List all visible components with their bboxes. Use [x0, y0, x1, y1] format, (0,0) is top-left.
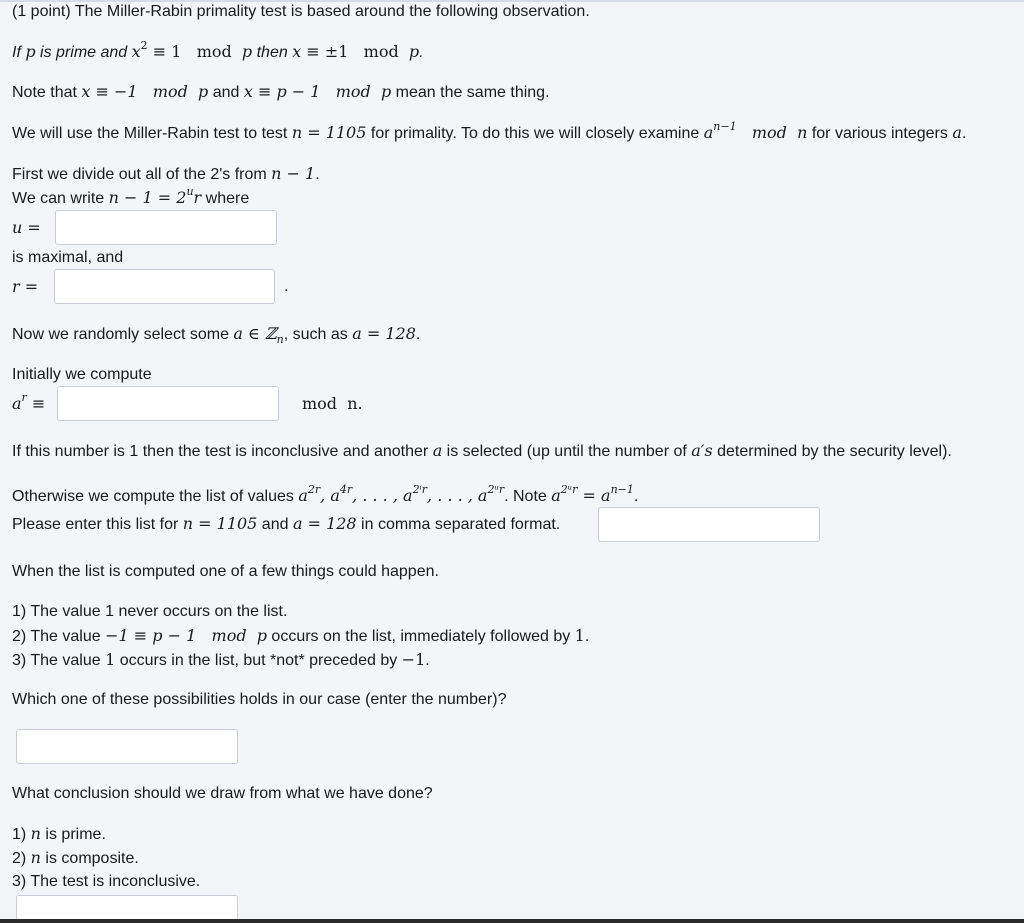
- ar-mod-label: mod n.: [302, 394, 363, 413]
- possibility-3: 3) The value 1 occurs in the list, but *not* preceded by −1.: [12, 650, 430, 669]
- conclusion-input[interactable]: [16, 895, 238, 921]
- conclusion-3: 3) The test is inconclusive.: [12, 873, 201, 890]
- test-description: We will use the Miller-Rabin test to test n = 1105 for primality. To do this we will closely examine $a^{n-1}$ mod n for various integers a.: [12, 119, 967, 142]
- possibility-2: 2) The value −1 ≡ p − 1 mod p occurs on the list, immediately followed by 1.: [12, 626, 590, 645]
- conclusion-question: What conclusion should we draw from what we have done?: [12, 785, 433, 802]
- u-label: u =: [12, 218, 41, 237]
- observation-statement: If p is prime and $x^2 \equiv 1$ mod p then x ≡ ±1 mod p.: [12, 38, 424, 61]
- note-line: Note that x ≡ −1 mod p and x ≡ p − 1 mod p mean the same thing.: [12, 82, 550, 101]
- divide-line: First we divide out all of the 2's from n − 1.: [12, 164, 320, 183]
- when-text: When the list is computed one of a few things could happen.: [12, 563, 439, 580]
- inconclusive-line: If this number is 1 then the test is inconclusive and another a is selected (up until the number of a′s determined by the security level).: [12, 441, 952, 460]
- r-input[interactable]: [54, 269, 275, 304]
- possibility-input[interactable]: [16, 729, 238, 764]
- select-line: Now we randomly select some a ∈ ℤ$_n$, such as a = 128.: [12, 324, 421, 347]
- points-label: (1 point): [12, 3, 71, 20]
- list-input[interactable]: [598, 507, 820, 542]
- maximal-text: is maximal, and: [12, 249, 124, 266]
- write-line: We can write $n - 1 = 2^ur$ where: [12, 184, 250, 207]
- conclusion-2: 2) n is composite.: [12, 848, 139, 867]
- ar-label: $a^r$ ≡: [12, 390, 46, 413]
- r-period: .: [284, 278, 289, 295]
- possibility-1: 1) The value 1 never occurs on the list.: [12, 603, 288, 620]
- enter-list-line: Please enter this list for n = 1105 and a = 128 in comma separated format.: [12, 514, 561, 533]
- intro-text: The Miller-Rabin primality test is based around the following observation.: [74, 3, 590, 20]
- problem-intro: [12, 2, 590, 22]
- conclusion-1: 1) n is prime.: [12, 824, 106, 843]
- otherwise-line: Otherwise we compute the list of values $a^{2r}$, $a^{4r}$, . . . , $a^{2^ir}$, . . . , $a^{2ᵘr}$. Note $a^{2ᵘr} = a^{n-1}$.: [12, 482, 639, 505]
- r-label: r =: [12, 277, 39, 296]
- which-question: Which one of these possibilities holds in our case (enter the number)?: [12, 691, 507, 708]
- bottom-bar: [0, 919, 1024, 923]
- initially-text: Initially we compute: [12, 366, 152, 383]
- u-input[interactable]: [55, 210, 277, 245]
- ar-input[interactable]: [57, 386, 279, 421]
